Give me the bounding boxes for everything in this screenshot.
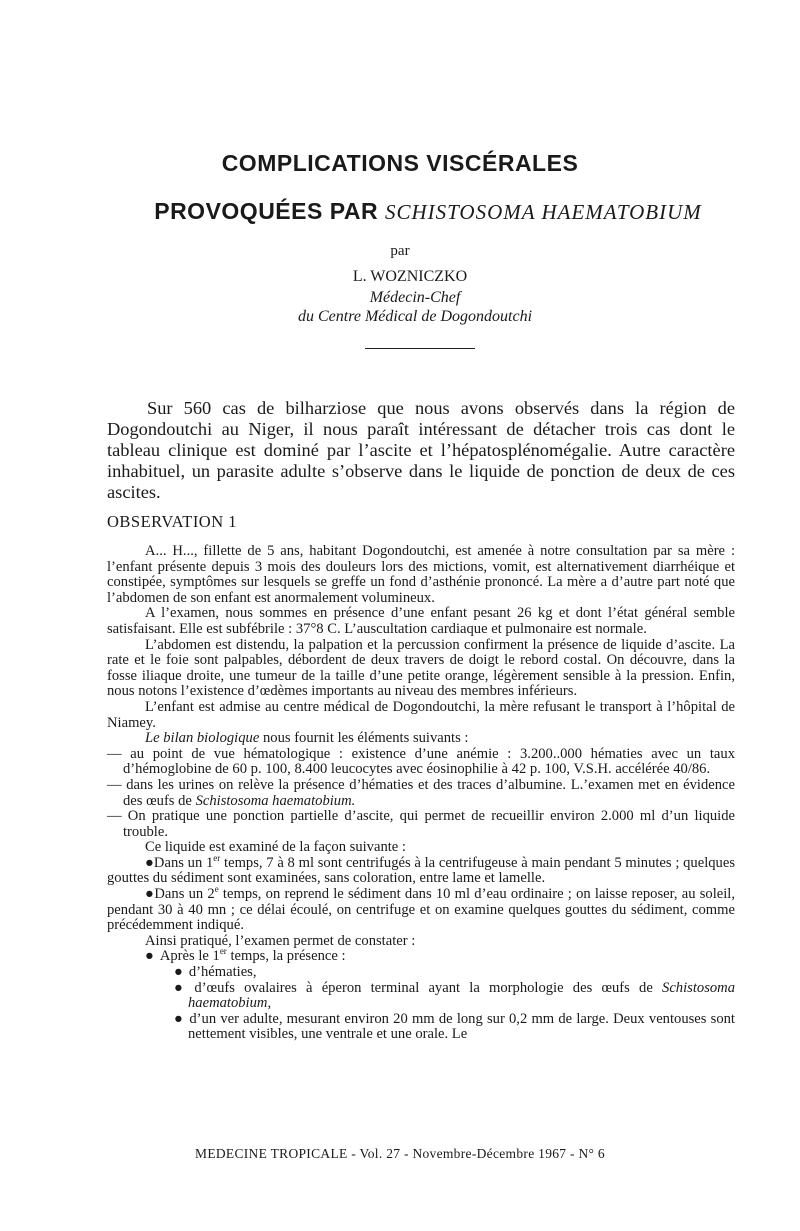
bullet-text: Dans un 2 [154, 886, 215, 903]
bullet-text: d’œufs ovalaires à éperon terminal ayant la morphologie des œufs de [194, 979, 663, 996]
italic-term: Le bilan biologique [145, 730, 260, 747]
bullet-text: Dans un 1 [153, 854, 214, 871]
bullet-item [107, 884, 736, 934]
journal-footer: MEDECINE TROPICALE - Vol. 27 - Novembre-Décembre 1967 - N° 6 [195, 1146, 605, 1161]
species-name: Schistosoma haematobium. [195, 792, 356, 809]
paragraph-text: nous fournit les éléments suivants : [259, 730, 469, 747]
author-name: L. WOZNICZKO [352, 268, 468, 285]
paragraph: L’abdomen est distendu, la palpation et la percussion confirment la présence de liquide d’ascite. La rate et le foie sont palpables, débordent de deux travers de doigt le rebord costal. On découvre, dans la fosse iliaque droite, une tumeur de la taille d’une petite orange, légèrement sensible à la pression. Enfin, nous notons l’existence d’œdèmes importants au niveau des membres inférieurs. [107, 636, 735, 700]
article-title-line1: COMPLICATIONS VISCÉRALES [221, 150, 579, 176]
paragraph: Ainsi pratiqué, l’examen permet de constater : [145, 932, 416, 949]
bullet-item [107, 946, 735, 965]
paragraph: L’enfant est admise au centre médical de Dogondoutchi, la mère refusant le transport à l’hôpital de Niamey. [107, 698, 735, 731]
title-prefix: PROVOQUÉES PAR [154, 198, 385, 224]
paragraph: A... H..., fillette de 5 ans, habitant Dogondoutchi, est amenée à notre consultation par sa mère : l’enfant présente depuis 3 mois des douleurs lors des mictions, vomit, est alternativement diarrhéique et constipée, symptômes sur lesquels se greffe un fond d’asthénie prononcé. La mère a d’autre part noté que l’abdomen de son enfant est anormalement volumineux. [107, 543, 735, 606]
paragraph: A l’examen, nous sommes en présence d’une enfant pesant 26 kg et dont l’état général semble satisfaisant. Elle est subfébrile : 37°8 C. L’auscultation cardiaque et pulmonaire est normale. [107, 605, 735, 637]
superscript: er [213, 853, 221, 864]
bullet-icon: ● [174, 964, 183, 981]
article-title-line2 [28, 198, 800, 225]
article-body [107, 544, 735, 1043]
superscript: er [219, 946, 227, 957]
author-role: Médecin-Chef [369, 289, 461, 306]
bullet-icon: ● [145, 886, 155, 903]
title-species: SCHISTOSOMA HAEMATOBIUM [384, 200, 702, 224]
abstract: Sur 560 cas de bilharziose que nous avons observés dans la région de Dogondoutchi au Niger, il nous paraît intéressant de détacher trois cas dont le tableau clinique est dominé par l’ascite et l’hépatosplénomégalie. Autre caractère inhabituel, un parasite adulte s’observe dans le liquide de ponction de deux de ces ascites. [107, 398, 735, 502]
superscript: e [214, 884, 219, 895]
sub-bullet-item [107, 981, 735, 1012]
dash-item: — On pratique une ponction partielle d’ascite, qui permet de recueillir environ 2.000 ml d’un liquide trouble. [107, 808, 735, 840]
bullet-text: temps, la présence : [226, 948, 346, 965]
bullet-item [107, 853, 735, 887]
dash-item: — au point de vue hématologique : existence d’une anémie : 3.200..000 hématies avec un taux d’hémoglobine de 60 p. 100, 8.400 leucocytes avec éosinophilie à 42 p. 100, V.S.H. accélérée 40/86. [107, 745, 735, 778]
dash-item-text: — dans les urines on relève la présence d’hématies et des traces d’albumine. L.’examen met en évidence des œufs de [107, 776, 735, 809]
paragraph [107, 731, 735, 747]
separator-rule [365, 348, 475, 349]
bullet-text: Après le 1 [159, 948, 220, 965]
section-heading: OBSERVATION 1 [107, 512, 238, 531]
bullet-text: temps, on reprend le sédiment dans 10 ml d’eau ordinaire ; on laisse reposer, au soleil, pendant 30 à 40 mn ; ce délai écoulé, on centrifuge et on examine quelques gouttes du sédiment, comme précédemment indiqué. [107, 886, 736, 934]
species-name: Schistosoma haematobium, [188, 979, 735, 1012]
dash-item [107, 778, 735, 809]
byline-par: par [390, 243, 410, 259]
bullet-icon: ● [174, 1010, 184, 1027]
bullet-icon: ● [145, 948, 154, 965]
paragraph: Ce liquide est examiné de la façon suivante : [145, 839, 406, 856]
sub-bullet-item [107, 965, 735, 981]
bullet-text: temps, 7 à 8 ml sont centrifugés à la centrifugeuse à main pendant 5 minutes ; quelques gouttes du sédiment sont examinées, sans coloration, entre lame et lamelle. [107, 854, 735, 887]
sub-bullet-item [107, 1012, 735, 1043]
author-affiliation: du Centre Médical de Dogondoutchi [297, 308, 533, 325]
bullet-text: d’un ver adulte, mesurant environ 20 mm de long sur 0,2 mm de large. Deux ventouses sont nettement visibles, une ventrale et une orale. Le [188, 1010, 735, 1043]
bullet-icon: ● [145, 854, 154, 871]
bullet-text: d’hématies, [188, 964, 257, 981]
bullet-icon: ● [174, 979, 189, 996]
